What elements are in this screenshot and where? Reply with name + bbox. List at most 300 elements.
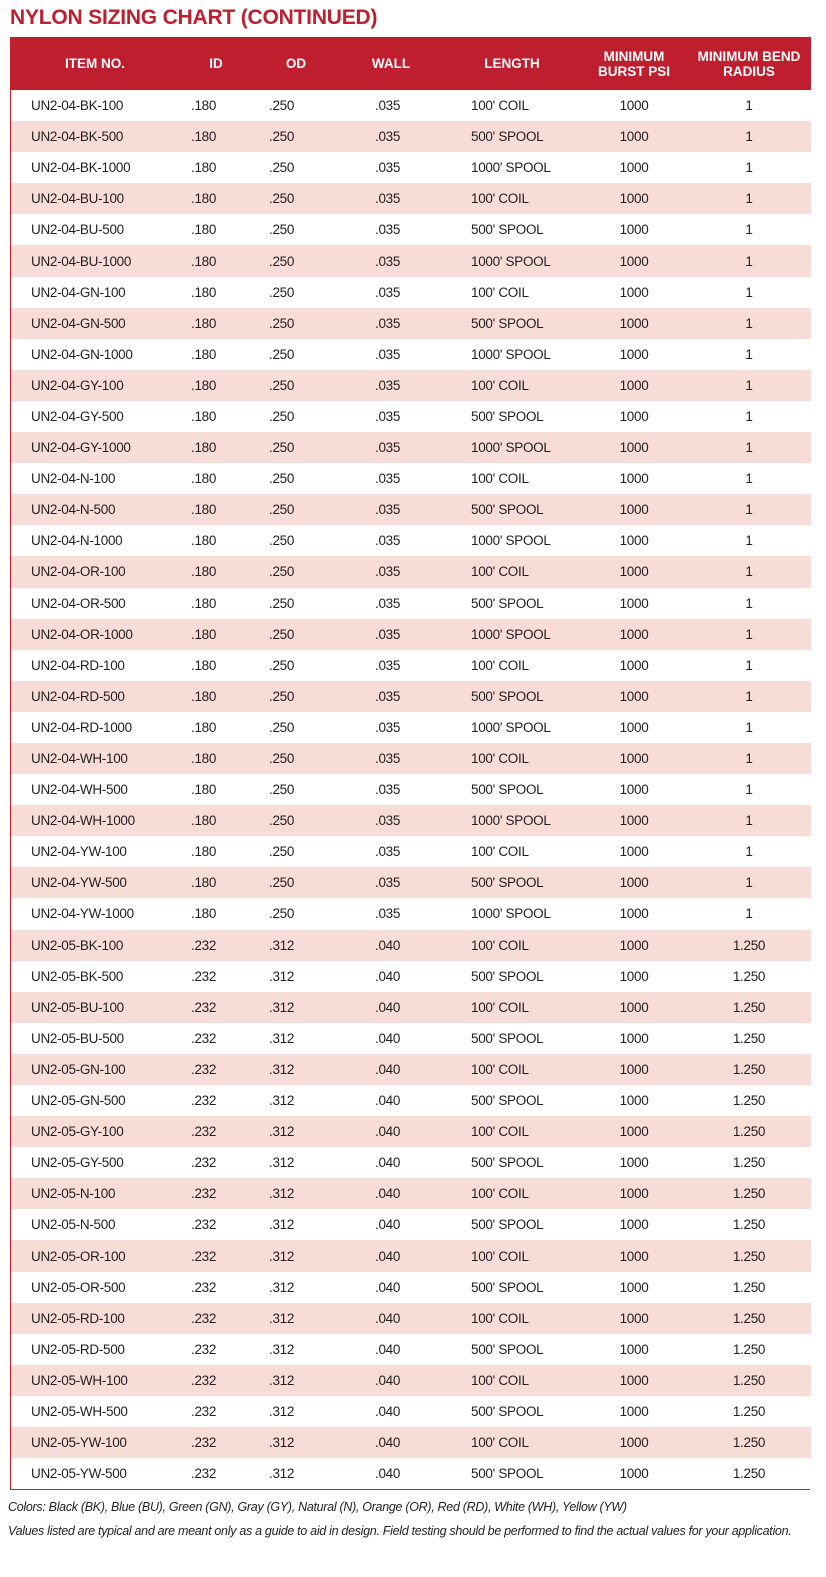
length-cell: 500' SPOOL [471, 1030, 544, 1046]
bend-radius-cell: 1.250 [732, 1093, 766, 1109]
bend-radius-cell: 1 [745, 377, 753, 393]
id-cell: .232 [191, 1217, 217, 1233]
burst-psi-cell: 1000 [619, 533, 649, 549]
table-row [11, 90, 811, 121]
id-cell: .180 [191, 440, 217, 456]
length-cell: 500' SPOOL [471, 1466, 544, 1482]
table-row [11, 1147, 811, 1178]
od-cell: .250 [269, 98, 295, 114]
id-cell: .180 [191, 98, 217, 114]
id-cell: .180 [191, 906, 217, 922]
od-cell: .250 [269, 657, 295, 673]
od-cell: .250 [269, 906, 295, 922]
table-row [11, 525, 811, 556]
table-row [11, 1458, 811, 1489]
table-row [11, 1240, 811, 1271]
id-cell: .180 [191, 657, 217, 673]
burst-psi-cell: 1000 [619, 1310, 649, 1326]
item-no-cell: UN2-05-N-500 [31, 1217, 116, 1233]
item-no-cell: UN2-05-OR-500 [31, 1279, 126, 1295]
item-no-cell: UN2-04-RD-100 [31, 657, 125, 673]
table-row [11, 992, 811, 1023]
burst-psi-cell: 1000 [619, 284, 649, 300]
bend-radius-cell: 1.250 [732, 1186, 766, 1202]
item-no-cell: UN2-04-RD-500 [31, 688, 125, 704]
item-no-cell: UN2-04-BU-100 [31, 191, 124, 207]
id-cell: .180 [191, 533, 217, 549]
od-cell: .250 [269, 129, 295, 145]
length-cell: 100' COIL [471, 1124, 529, 1140]
bend-radius-cell: 1 [745, 564, 753, 580]
length-cell: 1000' SPOOL [471, 440, 551, 456]
item-no-cell: UN2-04-OR-100 [31, 564, 126, 580]
bend-radius-cell: 1.250 [732, 1279, 766, 1295]
table-row [11, 805, 811, 836]
table-row [11, 930, 811, 961]
table-row [11, 277, 811, 308]
od-cell: .250 [269, 160, 295, 176]
od-cell: .312 [269, 1093, 295, 1109]
length-cell: 500' SPOOL [471, 1403, 544, 1419]
length-cell: 500' SPOOL [471, 595, 544, 611]
bend-radius-cell: 1 [745, 160, 753, 176]
wall-cell: .035 [375, 813, 401, 829]
table-row [11, 463, 811, 494]
bend-radius-cell: 1 [745, 471, 753, 487]
wall-cell: .040 [375, 1372, 401, 1388]
od-cell: .312 [269, 1061, 295, 1077]
burst-psi-cell: 1000 [619, 1217, 649, 1233]
length-cell: 100' COIL [471, 657, 529, 673]
bend-radius-cell: 1.250 [732, 1217, 766, 1233]
od-cell: .250 [269, 719, 295, 735]
table-row [11, 556, 811, 587]
od-cell: .250 [269, 564, 295, 580]
bend-radius-cell: 1 [745, 502, 753, 518]
item-no-cell: UN2-05-BU-500 [31, 1030, 124, 1046]
od-cell: .250 [269, 502, 295, 518]
wall-cell: .040 [375, 968, 401, 984]
burst-psi-cell: 1000 [619, 782, 649, 798]
item-no-cell: UN2-05-GY-500 [31, 1155, 124, 1171]
bend-radius-cell: 1 [745, 813, 753, 829]
bend-radius-cell: 1 [745, 595, 753, 611]
burst-psi-cell: 1000 [619, 595, 649, 611]
bend-radius-cell: 1.250 [732, 1061, 766, 1077]
table-row [11, 1085, 811, 1116]
wall-cell: .035 [375, 657, 401, 673]
wall-cell: .035 [375, 564, 401, 580]
od-cell: .312 [269, 999, 295, 1015]
item-no-cell: UN2-05-RD-500 [31, 1341, 125, 1357]
header-length: LENGTH [484, 56, 540, 71]
item-no-cell: UN2-04-N-100 [31, 471, 116, 487]
od-cell: .250 [269, 408, 295, 424]
wall-cell: .040 [375, 1217, 401, 1233]
burst-psi-cell: 1000 [619, 1030, 649, 1046]
bend-radius-cell: 1 [745, 315, 753, 331]
id-cell: .232 [191, 1279, 217, 1295]
header-id: ID [209, 56, 223, 71]
burst-psi-cell: 1000 [619, 440, 649, 456]
item-no-cell: UN2-05-BU-100 [31, 999, 124, 1015]
wall-cell: .035 [375, 844, 401, 860]
bend-radius-cell: 1.250 [732, 1248, 766, 1264]
burst-psi-cell: 1000 [619, 129, 649, 145]
id-cell: .180 [191, 719, 217, 735]
item-no-cell: UN2-05-N-100 [31, 1186, 116, 1202]
burst-psi-cell: 1000 [619, 564, 649, 580]
length-cell: 1000' SPOOL [471, 626, 551, 642]
item-no-cell: UN2-04-BK-100 [31, 98, 124, 114]
header-min-bend-radius: MINIMUM BEND RADIUS [697, 48, 801, 79]
table-row [11, 836, 811, 867]
burst-psi-cell: 1000 [619, 688, 649, 704]
id-cell: .180 [191, 813, 217, 829]
length-cell: 100' COIL [471, 471, 529, 487]
wall-cell: .040 [375, 1310, 401, 1326]
id-cell: .180 [191, 471, 217, 487]
od-cell: .250 [269, 471, 295, 487]
id-cell: .232 [191, 1372, 217, 1388]
table-row [11, 1209, 811, 1240]
length-cell: 1000' SPOOL [471, 346, 551, 362]
bend-radius-cell: 1 [745, 782, 753, 798]
burst-psi-cell: 1000 [619, 968, 649, 984]
sizing-table-container [10, 37, 810, 1490]
wall-cell: .035 [375, 377, 401, 393]
burst-psi-cell: 1000 [619, 191, 649, 207]
id-cell: .232 [191, 1310, 217, 1326]
item-no-cell: UN2-05-GN-100 [31, 1061, 126, 1077]
item-no-cell: UN2-04-N-500 [31, 502, 116, 518]
length-cell: 500' SPOOL [471, 1155, 544, 1171]
table-row [11, 1396, 811, 1427]
id-cell: .232 [191, 1093, 217, 1109]
item-no-cell: UN2-04-YW-500 [31, 875, 127, 891]
table-row [11, 1116, 811, 1147]
id-cell: .180 [191, 688, 217, 704]
table-row [11, 245, 811, 276]
header-wall: WALL [371, 56, 411, 71]
length-cell: 500' SPOOL [471, 222, 544, 238]
burst-psi-cell: 1000 [619, 751, 649, 767]
header-item-no: ITEM NO. [65, 56, 125, 71]
id-cell: .180 [191, 284, 217, 300]
burst-psi-cell: 1000 [619, 315, 649, 331]
id-cell: .180 [191, 408, 217, 424]
item-no-cell: UN2-05-GN-500 [31, 1093, 126, 1109]
bend-radius-cell: 1.250 [732, 1310, 766, 1326]
wall-cell: .040 [375, 1030, 401, 1046]
length-cell: 500' SPOOL [471, 1279, 544, 1295]
id-cell: .232 [191, 937, 217, 953]
wall-cell: .035 [375, 533, 401, 549]
item-no-cell: UN2-04-GN-100 [31, 284, 126, 300]
burst-psi-cell: 1000 [619, 502, 649, 518]
od-cell: .250 [269, 284, 295, 300]
length-cell: 1000' SPOOL [471, 719, 551, 735]
length-cell: 100' COIL [471, 1310, 529, 1326]
id-cell: .180 [191, 751, 217, 767]
wall-cell: .040 [375, 1466, 401, 1482]
header-row [11, 37, 811, 90]
id-cell: .180 [191, 875, 217, 891]
id-cell: .232 [191, 1248, 217, 1264]
wall-cell: .035 [375, 253, 401, 269]
id-cell: .180 [191, 191, 217, 207]
length-cell: 100' COIL [471, 377, 529, 393]
table-row [11, 619, 811, 650]
od-cell: .250 [269, 688, 295, 704]
bend-radius-cell: 1 [745, 657, 753, 673]
od-cell: .250 [269, 440, 295, 456]
wall-cell: .035 [375, 502, 401, 518]
item-no-cell: UN2-05-YW-500 [31, 1466, 127, 1482]
wall-cell: .035 [375, 315, 401, 331]
length-cell: 500' SPOOL [471, 129, 544, 145]
wall-cell: .035 [375, 129, 401, 145]
length-cell: 1000' SPOOL [471, 813, 551, 829]
id-cell: .232 [191, 1061, 217, 1077]
od-cell: .312 [269, 1186, 295, 1202]
table-row [11, 743, 811, 774]
bend-radius-cell: 1 [745, 906, 753, 922]
length-cell: 500' SPOOL [471, 502, 544, 518]
item-no-cell: UN2-04-BU-500 [31, 222, 124, 238]
burst-psi-cell: 1000 [619, 1061, 649, 1077]
id-cell: .232 [191, 1466, 217, 1482]
table-body [11, 90, 811, 1489]
burst-psi-cell: 1000 [619, 1248, 649, 1264]
od-cell: .250 [269, 191, 295, 207]
wall-cell: .040 [375, 1403, 401, 1419]
table-row [11, 774, 811, 805]
wall-cell: .040 [375, 1248, 401, 1264]
wall-cell: .040 [375, 937, 401, 953]
id-cell: .232 [191, 968, 217, 984]
wall-cell: .040 [375, 1341, 401, 1357]
bend-radius-cell: 1 [745, 875, 753, 891]
od-cell: .250 [269, 253, 295, 269]
header-od: OD [285, 56, 307, 71]
burst-psi-cell: 1000 [619, 1279, 649, 1295]
burst-psi-cell: 1000 [619, 906, 649, 922]
table-row [11, 1054, 811, 1085]
id-cell: .180 [191, 346, 217, 362]
table-row [11, 152, 811, 183]
item-no-cell: UN2-04-WH-100 [31, 751, 128, 767]
burst-psi-cell: 1000 [619, 937, 649, 953]
item-no-cell: UN2-05-YW-100 [31, 1435, 127, 1451]
bend-radius-cell: 1.250 [732, 1403, 766, 1419]
length-cell: 100' COIL [471, 191, 529, 207]
item-no-cell: UN2-05-BK-100 [31, 937, 124, 953]
length-cell: 100' COIL [471, 937, 529, 953]
table-row [11, 308, 811, 339]
od-cell: .312 [269, 1310, 295, 1326]
bend-radius-cell: 1 [745, 751, 753, 767]
table-row [11, 961, 811, 992]
table-row [11, 1334, 811, 1365]
length-cell: 500' SPOOL [471, 315, 544, 331]
od-cell: .250 [269, 751, 295, 767]
item-no-cell: UN2-04-OR-500 [31, 595, 126, 611]
burst-psi-cell: 1000 [619, 1435, 649, 1451]
item-no-cell: UN2-05-WH-100 [31, 1372, 128, 1388]
od-cell: .312 [269, 1466, 295, 1482]
table-row [11, 183, 811, 214]
wall-cell: .035 [375, 191, 401, 207]
length-cell: 500' SPOOL [471, 1341, 544, 1357]
length-cell: 100' COIL [471, 1248, 529, 1264]
od-cell: .312 [269, 1341, 295, 1357]
wall-cell: .040 [375, 1279, 401, 1295]
od-cell: .312 [269, 1435, 295, 1451]
id-cell: .180 [191, 626, 217, 642]
length-cell: 500' SPOOL [471, 782, 544, 798]
wall-cell: .035 [375, 408, 401, 424]
id-cell: .180 [191, 595, 217, 611]
table-header [11, 37, 811, 90]
table-row [11, 494, 811, 525]
od-cell: .312 [269, 937, 295, 953]
burst-psi-cell: 1000 [619, 98, 649, 114]
item-no-cell: UN2-05-BK-500 [31, 968, 124, 984]
burst-psi-cell: 1000 [619, 844, 649, 860]
od-cell: .312 [269, 1155, 295, 1171]
item-no-cell: UN2-04-N-1000 [31, 533, 123, 549]
wall-cell: .040 [375, 1061, 401, 1077]
burst-psi-cell: 1000 [619, 1372, 649, 1388]
burst-psi-cell: 1000 [619, 1124, 649, 1140]
wall-cell: .035 [375, 688, 401, 704]
id-cell: .232 [191, 999, 217, 1015]
table-row [11, 1303, 811, 1334]
burst-psi-cell: 1000 [619, 160, 649, 176]
bend-radius-cell: 1 [745, 626, 753, 642]
bend-radius-cell: 1 [745, 129, 753, 145]
burst-psi-cell: 1000 [619, 1466, 649, 1482]
disclaimer-note: Values listed are typical and are meant only as a guide to aid in design. Field testing should be performed to find the actual values for your application. [8, 1524, 792, 1538]
item-no-cell: UN2-04-GN-500 [31, 315, 126, 331]
bend-radius-cell: 1 [745, 346, 753, 362]
burst-psi-cell: 1000 [619, 719, 649, 735]
item-no-cell: UN2-04-BK-1000 [31, 160, 131, 176]
table-row [11, 1178, 811, 1209]
burst-psi-cell: 1000 [619, 657, 649, 673]
bend-radius-cell: 1 [745, 688, 753, 704]
od-cell: .312 [269, 968, 295, 984]
length-cell: 100' COIL [471, 1186, 529, 1202]
od-cell: .250 [269, 813, 295, 829]
id-cell: .232 [191, 1030, 217, 1046]
item-no-cell: UN2-05-WH-500 [31, 1403, 128, 1419]
wall-cell: .035 [375, 346, 401, 362]
wall-cell: .040 [375, 1155, 401, 1171]
sizing-table [11, 37, 811, 1489]
bend-radius-cell: 1.250 [732, 1435, 766, 1451]
wall-cell: .035 [375, 906, 401, 922]
wall-cell: .040 [375, 1124, 401, 1140]
bend-radius-cell: 1 [745, 284, 753, 300]
item-no-cell: UN2-04-BK-500 [31, 129, 124, 145]
id-cell: .180 [191, 222, 217, 238]
wall-cell: .035 [375, 719, 401, 735]
od-cell: .250 [269, 533, 295, 549]
notes [8, 1500, 808, 1539]
burst-psi-cell: 1000 [619, 626, 649, 642]
length-cell: 100' COIL [471, 98, 529, 114]
table-row [11, 588, 811, 619]
bend-radius-cell: 1.250 [732, 999, 766, 1015]
od-cell: .312 [269, 1372, 295, 1388]
wall-cell: .035 [375, 751, 401, 767]
item-no-cell: UN2-04-GN-1000 [31, 346, 133, 362]
od-cell: .312 [269, 1030, 295, 1046]
bend-radius-cell: 1.250 [732, 968, 766, 984]
burst-psi-cell: 1000 [619, 253, 649, 269]
wall-cell: .035 [375, 160, 401, 176]
length-cell: 100' COIL [471, 1061, 529, 1077]
burst-psi-cell: 1000 [619, 813, 649, 829]
length-cell: 500' SPOOL [471, 408, 544, 424]
bend-radius-cell: 1.250 [732, 1341, 766, 1357]
length-cell: 500' SPOOL [471, 875, 544, 891]
bend-radius-cell: 1 [745, 533, 753, 549]
wall-cell: .035 [375, 440, 401, 456]
wall-cell: .035 [375, 626, 401, 642]
burst-psi-cell: 1000 [619, 1155, 649, 1171]
od-cell: .250 [269, 844, 295, 860]
burst-psi-cell: 1000 [619, 1341, 649, 1357]
bend-radius-cell: 1 [745, 98, 753, 114]
item-no-cell: UN2-04-RD-1000 [31, 719, 132, 735]
bend-radius-cell: 1 [745, 440, 753, 456]
wall-cell: .040 [375, 1435, 401, 1451]
id-cell: .180 [191, 129, 217, 145]
bend-radius-cell: 1 [745, 253, 753, 269]
table-row [11, 650, 811, 681]
item-no-cell: UN2-04-GY-1000 [31, 440, 131, 456]
bend-radius-cell: 1.250 [732, 1372, 766, 1388]
wall-cell: .035 [375, 222, 401, 238]
burst-psi-cell: 1000 [619, 875, 649, 891]
page-title: NYLON SIZING CHART (CONTINUED) [10, 6, 378, 29]
id-cell: .180 [191, 315, 217, 331]
burst-psi-cell: 1000 [619, 999, 649, 1015]
id-cell: .180 [191, 377, 217, 393]
table-row [11, 898, 811, 929]
table-row [11, 867, 811, 898]
od-cell: .250 [269, 377, 295, 393]
id-cell: .232 [191, 1403, 217, 1419]
id-cell: .180 [191, 564, 217, 580]
item-no-cell: UN2-04-WH-500 [31, 782, 128, 798]
length-cell: 100' COIL [471, 564, 529, 580]
od-cell: .312 [269, 1124, 295, 1140]
bend-radius-cell: 1.250 [732, 1466, 766, 1482]
length-cell: 500' SPOOL [471, 1093, 544, 1109]
od-cell: .250 [269, 875, 295, 891]
item-no-cell: UN2-05-GY-100 [31, 1124, 124, 1140]
bend-radius-cell: 1.250 [732, 1124, 766, 1140]
id-cell: .180 [191, 160, 217, 176]
id-cell: .232 [191, 1186, 217, 1202]
burst-psi-cell: 1000 [619, 471, 649, 487]
length-cell: 1000' SPOOL [471, 906, 551, 922]
table-row [11, 339, 811, 370]
